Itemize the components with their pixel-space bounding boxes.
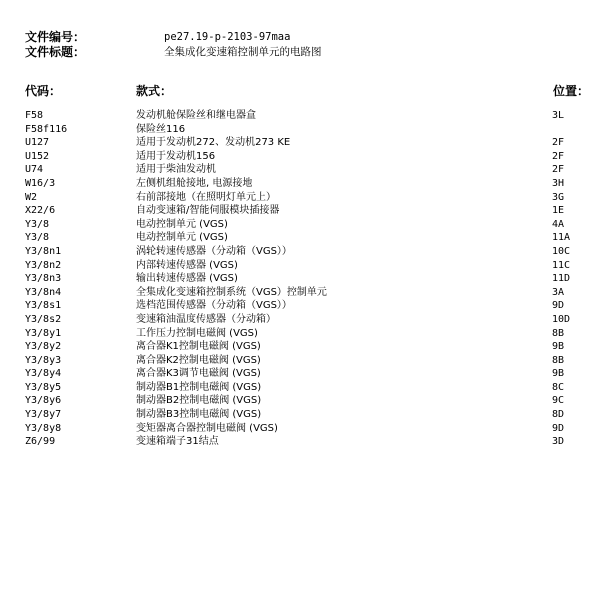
row-description: 适用于发动机156: [136, 150, 216, 162]
row-code: Y3/8n3: [25, 273, 62, 285]
header-position: 位置：: [553, 84, 590, 98]
doc-title-value: 全集成化变速箱控制单元的电路图: [164, 46, 322, 58]
row-position: 9C: [552, 395, 565, 407]
table-row: [25, 286, 590, 300]
row-code: U74: [25, 164, 44, 176]
row-position: 9D: [552, 422, 565, 434]
row-description: 离合器K3调节电磁阀 (VGS): [136, 368, 261, 380]
row-description: 离合器K2控制电磁阀 (VGS): [136, 354, 261, 366]
row-description: 变速箱油温度传感器（分动箱）: [136, 313, 276, 325]
row-description: 选档范围传感器（分动箱（VGS））: [136, 300, 292, 312]
table-row: [25, 435, 590, 449]
row-code: Y3/8n2: [25, 259, 62, 271]
table-row: [25, 231, 590, 245]
row-description: 变速箱端子31结点: [136, 436, 219, 448]
row-code: Y3/8y1: [25, 327, 62, 339]
row-position: 9B: [552, 368, 565, 380]
row-description: 变矩器离合器控制电磁阀 (VGS): [136, 422, 278, 434]
row-code: Y3/8y4: [25, 368, 62, 380]
row-code: Y3/8y7: [25, 409, 62, 421]
row-position: 8C: [552, 381, 565, 393]
table-row: [25, 109, 590, 123]
table-row: [25, 163, 590, 177]
row-position: 2F: [552, 150, 565, 162]
row-description: 右前部接地（在照明灯单元上）: [136, 191, 276, 203]
row-description: 离合器K1控制电磁阀 (VGS): [136, 341, 261, 353]
row-description: 制动器B3控制电磁阀 (VGS): [136, 409, 262, 421]
row-code: Y3/8y2: [25, 341, 62, 353]
doc-number-label: 文件编号：: [25, 30, 86, 44]
row-code: Y3/8s1: [25, 300, 62, 312]
row-code: W2: [25, 191, 38, 203]
table-row: [25, 367, 590, 381]
row-code: Y3/8n4: [25, 286, 62, 298]
row-position: 3H: [552, 177, 565, 189]
table-row: [25, 272, 590, 286]
row-description: 保险丝116: [136, 123, 186, 135]
table-row: [25, 299, 590, 313]
row-position: 3L: [552, 110, 565, 121]
table-row: [25, 177, 590, 191]
table-row: [25, 381, 590, 395]
table-header: [25, 82, 590, 98]
row-position: 9D: [552, 300, 565, 312]
table-row: [25, 340, 590, 354]
table-row: [25, 136, 590, 150]
row-code: X22/6: [25, 205, 56, 217]
row-position: 3D: [552, 436, 565, 448]
row-position: 8B: [552, 354, 565, 366]
row-code: Y3/8y3: [25, 354, 62, 366]
row-description: 左侧机组舱接地, 电源接地: [136, 177, 253, 189]
row-description: 适用于柴油发动机: [136, 164, 216, 176]
table-row: [25, 408, 590, 422]
row-code: U127: [25, 137, 50, 149]
row-code: W16/3: [25, 177, 56, 189]
row-code: Y3/8y6: [25, 395, 62, 407]
row-position: 10D: [552, 313, 571, 325]
row-position: 2F: [552, 137, 565, 149]
row-position: 2F: [552, 164, 565, 176]
row-position: 11A: [552, 232, 571, 244]
row-position: 11C: [552, 259, 571, 271]
doc-number-row: [25, 30, 322, 45]
doc-number-value: pe27.19-p-2103-97maa: [164, 31, 291, 43]
table-row: [25, 191, 590, 205]
row-code: Y3/8n1: [25, 245, 62, 257]
row-code: Y3/8: [25, 218, 50, 230]
row-position: 9B: [552, 341, 565, 353]
table-row: [25, 218, 590, 232]
row-position: 3A: [552, 286, 565, 298]
row-description: 制动器B2控制电磁阀 (VGS): [136, 395, 262, 407]
row-code: U152: [25, 150, 50, 162]
header-description: 款式：: [136, 84, 173, 98]
row-description: 适用于发动机272、发动机273 KE: [136, 137, 291, 149]
table-row: [25, 394, 590, 408]
row-code: Y3/8s2: [25, 313, 62, 325]
row-code: Y3/8: [25, 232, 50, 244]
row-description: 输出转速传感器 (VGS): [136, 273, 238, 285]
table-row: [25, 422, 590, 436]
table-row: [25, 259, 590, 273]
row-description: 发动机舱保险丝和继电器盒: [136, 110, 256, 121]
doc-title-row: [25, 45, 322, 60]
table-row: [25, 313, 590, 327]
row-description: 工作压力控制电磁阀 (VGS): [136, 327, 258, 339]
row-position: 10C: [552, 245, 571, 257]
row-description: 自动变速箱/智能伺服模块插接器: [136, 205, 280, 217]
table-row: [25, 150, 590, 164]
row-position: 3G: [552, 191, 565, 203]
document-meta: [25, 30, 322, 60]
doc-title-label: 文件标题：: [25, 45, 86, 59]
row-code: F58: [25, 110, 44, 121]
table-row: [25, 123, 590, 137]
table-row: [25, 327, 590, 341]
row-code: Z6/99: [25, 436, 56, 448]
table-row: [25, 204, 590, 218]
row-code: F58f116: [25, 123, 68, 135]
row-description: 电动控制单元 (VGS): [136, 232, 228, 244]
component-table: [25, 109, 590, 449]
row-position: 11D: [552, 273, 571, 285]
header-code: 代码：: [25, 84, 62, 98]
row-position: 8B: [552, 327, 565, 339]
row-position: 1E: [552, 205, 565, 217]
table-row: [25, 245, 590, 259]
row-code: Y3/8y8: [25, 422, 62, 434]
row-position: 4A: [552, 218, 565, 230]
row-code: Y3/8y5: [25, 381, 62, 393]
row-description: 电动控制单元 (VGS): [136, 218, 228, 230]
row-description: 制动器B1控制电磁阀 (VGS): [136, 381, 262, 393]
table-row: [25, 354, 590, 368]
row-position: 8D: [552, 409, 565, 421]
row-description: 内部转速传感器 (VGS): [136, 259, 238, 271]
row-description: 涡轮转速传感器（分动箱（VGS））: [136, 245, 292, 257]
row-description: 全集成化变速箱控制系统（VGS）控制单元: [136, 286, 327, 298]
